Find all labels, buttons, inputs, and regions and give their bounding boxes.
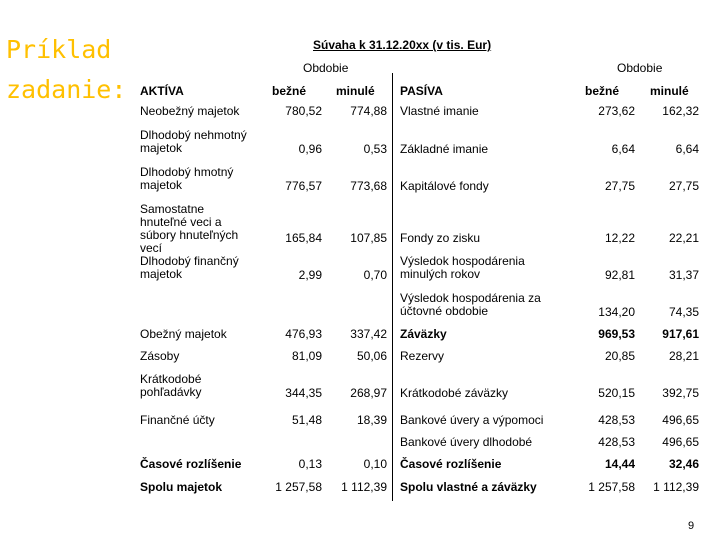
asset-prior: 50,06	[356, 349, 387, 363]
asset-prior: 107,85	[350, 231, 387, 245]
asset-current: 780,52	[285, 104, 322, 118]
asset-label: Dlhodobý hmotný majetok	[140, 165, 234, 192]
liabilities-period-label: Obdobie	[617, 61, 663, 75]
liability-label: Fondy zo zisku	[400, 231, 481, 245]
asset-current: 0,13	[298, 457, 322, 471]
asset-current: 2,99	[298, 268, 322, 282]
asset-label: Zásoby	[140, 349, 180, 363]
liability-current: 428,53	[598, 435, 635, 449]
page-number: 9	[688, 520, 695, 532]
asset-prior: 18,39	[356, 413, 387, 427]
liability-prior: 74,35	[668, 305, 699, 319]
liability-current: 428,53	[598, 413, 635, 427]
liability-current: 969,53	[598, 327, 635, 341]
liability-label: Vlastné imanie	[400, 104, 479, 118]
column-divider	[392, 73, 393, 501]
liability-prior: 31,37	[668, 268, 699, 282]
asset-label: Časové rozlíšenie	[140, 457, 242, 471]
liability-label: Výsledok hospodárenia za účtovné obdobie	[400, 291, 541, 318]
asset-label: Spolu majetok	[140, 480, 223, 494]
liability-label: Časové rozlíšenie	[400, 457, 502, 471]
liability-label: Rezervy	[400, 349, 445, 363]
liability-current: 27,75	[604, 179, 635, 193]
asset-label: Obežný majetok	[140, 327, 227, 341]
asset-prior: 268,97	[350, 386, 387, 400]
asset-label: Dlhodobý finančný majetok	[140, 254, 239, 281]
liability-prior: 496,65	[662, 413, 699, 427]
asset-current: 51,48	[291, 413, 322, 427]
liability-prior: 392,75	[662, 386, 699, 400]
liability-prior: 32,46	[668, 457, 699, 471]
liability-current: 14,44	[604, 457, 635, 471]
asset-current: 776,57	[285, 179, 322, 193]
asset-current: 0,96	[298, 142, 322, 156]
liability-current: 134,20	[598, 305, 635, 319]
liability-prior: 496,65	[662, 435, 699, 449]
side-title	[6, 30, 126, 110]
asset-prior: 337,42	[350, 327, 387, 341]
liabilities-col-prior: minulé	[650, 84, 689, 98]
asset-current: 165,84	[285, 231, 322, 245]
liability-label: Bankové úvery dlhodobé	[400, 435, 533, 449]
assets-col-current: bežné	[272, 84, 307, 98]
asset-prior: 0,10	[363, 457, 387, 471]
liability-current: 6,64	[611, 142, 635, 156]
asset-label: Finančné účty	[140, 413, 215, 427]
asset-prior: 773,68	[350, 179, 387, 193]
asset-current: 81,09	[291, 349, 322, 363]
asset-prior: 0,53	[363, 142, 387, 156]
assets-header: AKTÍVA	[140, 84, 184, 98]
asset-current: 476,93	[285, 327, 322, 341]
assets-col-prior: minulé	[336, 84, 375, 98]
liability-prior: 162,32	[662, 104, 699, 118]
liability-label: Krátkodobé záväzky	[400, 386, 509, 400]
asset-label: Samostatne hnuteľné veci a súbory hnuteľných vecí	[140, 202, 239, 255]
liability-prior: 27,75	[668, 179, 699, 193]
liability-label: Kapitálové fondy	[400, 179, 489, 193]
liability-current: 273,62	[598, 104, 635, 118]
liabilities-col-current: bežné	[585, 84, 620, 98]
liability-current: 520,15	[598, 386, 635, 400]
asset-label: Neobežný majetok	[140, 104, 240, 118]
liability-label: Záväzky	[400, 327, 447, 341]
asset-prior: 774,88	[350, 104, 387, 118]
side-title-line2: zadanie:	[6, 75, 127, 104]
balance-sheet-title: Súvaha k 31.12.20xx (v tis. Eur)	[313, 38, 492, 52]
side-title-line1: Príklad	[6, 35, 112, 64]
liability-prior: 6,64	[675, 142, 699, 156]
liability-label: Bankové úvery a výpomoci	[400, 413, 544, 427]
liability-current: 1 257,58	[588, 480, 635, 494]
asset-prior: 1 112,39	[341, 480, 387, 494]
liability-prior: 1 112,39	[653, 480, 699, 494]
liability-prior: 917,61	[662, 327, 699, 341]
liability-label: Výsledok hospodárenia minulých rokov	[400, 254, 525, 281]
asset-current: 344,35	[285, 386, 322, 400]
liability-prior: 28,21	[668, 349, 699, 363]
asset-label: Krátkodobé pohľadávky	[140, 372, 202, 399]
asset-prior: 0,70	[363, 268, 387, 282]
asset-label: Dlhodobý nehmotný majetok	[140, 128, 247, 155]
liability-current: 12,22	[604, 231, 635, 245]
liability-current: 92,81	[604, 268, 635, 282]
liability-label: Základné imanie	[400, 142, 489, 156]
liability-label: Spolu vlastné a záväzky	[400, 480, 537, 494]
liability-prior: 22,21	[668, 231, 699, 245]
asset-current: 1 257,58	[275, 480, 322, 494]
assets-period-label: Obdobie	[303, 61, 349, 75]
liability-current: 20,85	[604, 349, 635, 363]
liabilities-header: PASÍVA	[400, 84, 443, 98]
